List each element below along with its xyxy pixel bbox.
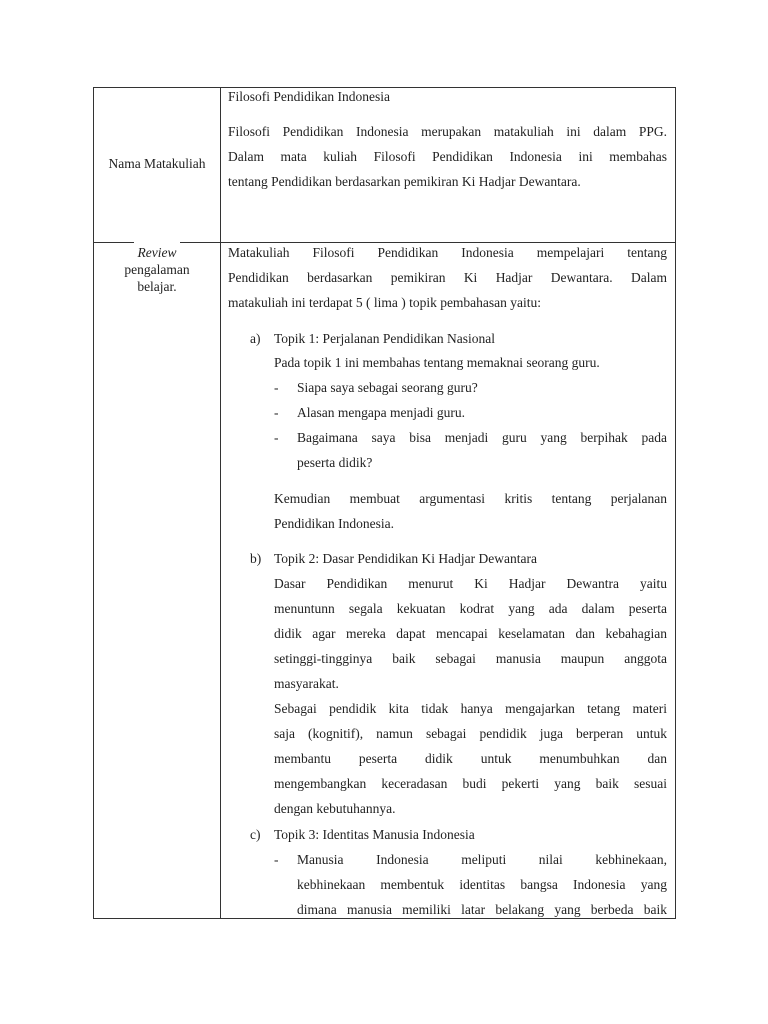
review-label-italic: Review	[137, 245, 177, 260]
dash-marker: -	[274, 852, 279, 867]
intro-line: Matakuliah Filosofi Pendidikan Indonesia mempelajari tentang	[228, 245, 667, 260]
topic-b-title: Topik 2: Dasar Pendidikan Ki Hadjar Dewantara	[274, 551, 537, 566]
topic-b-paragraph-line: saja (kognitif), namun sebagai pendidik juga berperan untuk	[274, 726, 667, 741]
table-column-divider	[220, 87, 221, 919]
topic-a-bullet: Bagaimana saya bisa menjadi guru yang berpihak pada	[297, 430, 667, 445]
course-title: Filosofi Pendidikan Indonesia	[228, 89, 390, 104]
topic-b-paragraph-line: menuntunn segala kekuatan kodrat yang ada dalam peserta	[274, 601, 667, 616]
topic-a-bullet: Alasan mengapa menjadi guru.	[297, 405, 465, 420]
course-description-line: Dalam mata kuliah Filosofi Pendidikan Indonesia ini membahas	[228, 149, 667, 164]
review-label-line: belajar.	[137, 279, 177, 294]
topic-a-bullet: Siapa saya sebagai seorang guru?	[297, 380, 478, 395]
topic-a-closing: Pendidikan Indonesia.	[274, 516, 394, 531]
review-label-line: pengalaman	[124, 262, 190, 277]
topic-b-paragraph-line: didik agar mereka dapat mencapai keselamatan dan kebahagian	[274, 626, 667, 641]
topic-a-marker: a)	[250, 331, 261, 346]
topic-b-paragraph-line: Dasar Pendidikan menurut Ki Hadjar Dewantra yaitu	[274, 576, 667, 591]
intro-line: Pendidikan berdasarkan pemikiran Ki Hadjar Dewantara. Dalam	[228, 270, 667, 285]
topic-c-bullet-line: Manusia Indonesia meliputi nilai kebhinekaan,	[297, 852, 667, 867]
topic-c-marker: c)	[250, 827, 261, 842]
topic-c-bullet-line: kebhinekaan membentuk identitas bangsa Indonesia yang	[297, 877, 667, 892]
topic-a-closing: Kemudian membuat argumentasi kritis tentang perjalanan	[274, 491, 667, 506]
topic-c-bullet-line: dimana manusia memiliki latar belakang yang berbeda baik	[297, 902, 667, 917]
topic-a-bullet-continued: peserta didik?	[297, 455, 373, 470]
intro-line: matakuliah ini terdapat 5 ( lima ) topik pembahasan yaitu:	[228, 295, 542, 310]
topic-b-paragraph-line: setinggi-tingginya baik sebagai manusia maupun anggota	[274, 651, 667, 666]
dash-marker: -	[274, 405, 279, 420]
course-name-label: Nama Matakuliah	[108, 156, 206, 171]
topic-c-title: Topik 3: Identitas Manusia Indonesia	[274, 827, 475, 842]
topic-a-title: Topik 1: Perjalanan Pendidikan Nasional	[274, 331, 496, 346]
topic-a-description: Pada topik 1 ini membahas tentang memaknai seorang guru.	[274, 355, 600, 370]
topic-b-paragraph-line: masyarakat.	[274, 676, 339, 691]
course-description-line: Filosofi Pendidikan Indonesia merupakan matakuliah ini dalam PPG.	[228, 124, 667, 139]
topic-b-marker: b)	[250, 551, 262, 566]
course-description-line: tentang Pendidikan berdasarkan pemikiran Ki Hadjar Dewantara.	[228, 174, 581, 189]
table-border-left	[93, 87, 94, 919]
table-border-right	[675, 87, 676, 919]
topic-b-paragraph-line: membantu peserta didik untuk menumbuhkan dan	[274, 751, 667, 766]
dash-marker: -	[274, 430, 279, 445]
topic-b-paragraph-line: dengan kebutuhannya.	[274, 801, 396, 816]
dash-marker: -	[274, 380, 279, 395]
topic-b-paragraph-line: Sebagai pendidik kita tidak hanya mengajarkan tetang materi	[274, 701, 667, 716]
topic-b-paragraph-line: mengembangkan keceradasan budi pekerti yang baik sesuai	[274, 776, 667, 791]
